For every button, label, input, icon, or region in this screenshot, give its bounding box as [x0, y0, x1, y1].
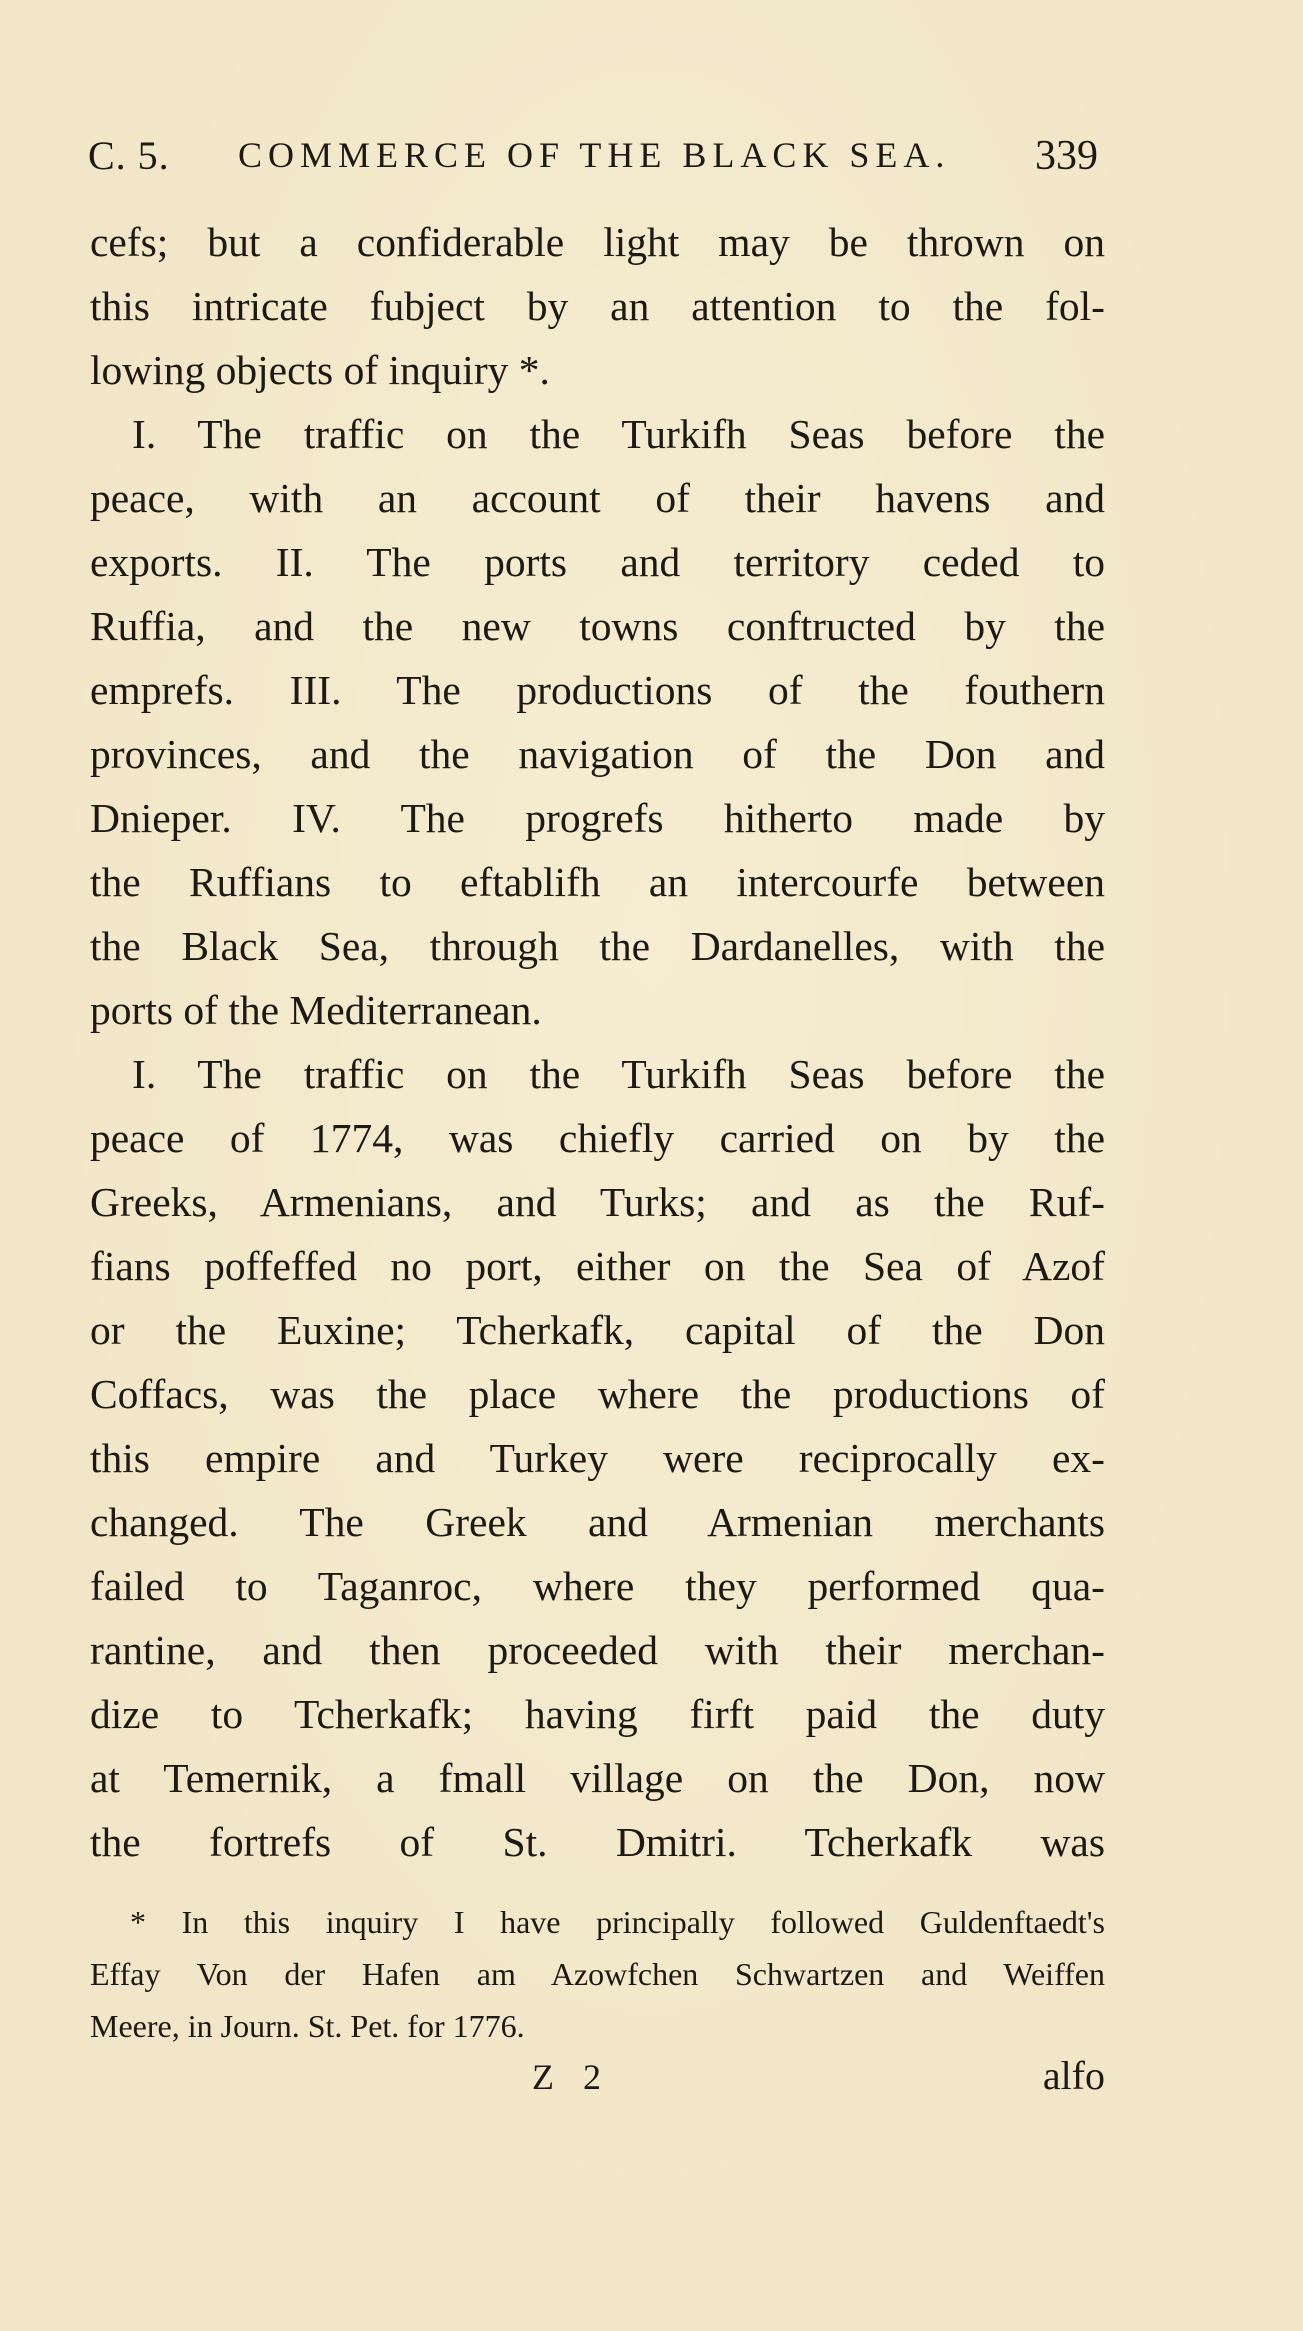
text-line: Coffacs, was the place where the productions of	[90, 1371, 1105, 1417]
text-line: or the Euxine; Tcherkafk, capital of the Don	[90, 1307, 1105, 1353]
text-line: dize to Tcherkafk; having firft paid the duty	[90, 1691, 1105, 1737]
text-line: emprefs. III. The productions of the fouthern	[90, 667, 1105, 713]
footnote	[90, 1896, 1105, 2052]
signature-mark: Z 2	[532, 2057, 611, 2097]
catchword: alfo	[1042, 2053, 1105, 2098]
text-line: exports. II. The ports and territory ceded to	[90, 539, 1105, 585]
footnote-line: * In this inquiry I have principally followed Guldenftaedt's	[130, 1904, 1105, 1940]
chapter-number: C. 5.	[88, 133, 170, 178]
text-line: provinces, and the navigation of the Don and	[90, 731, 1105, 777]
text-line: Greeks, Armenians, and Turks; and as the Ruf-	[90, 1179, 1105, 1225]
text-line: Ruffia, and the new towns conftructed by the	[90, 603, 1105, 649]
footnote-line: Effay Von der Hafen am Azowfchen Schwartzen and Weiffen	[90, 1956, 1105, 1992]
text-line: I. The traffic on the Turkifh Seas before the	[132, 1051, 1105, 1097]
text-line: this empire and Turkey were reciprocally ex-	[90, 1435, 1105, 1481]
text-line: changed. The Greek and Armenian merchants	[90, 1499, 1105, 1545]
text-line: this intricate fubject by an attention to the fol-	[90, 283, 1105, 329]
text-line: fians poffeffed no port, either on the Sea of Azof	[90, 1243, 1105, 1289]
text-line: failed to Taganroc, where they performed qua-	[90, 1563, 1105, 1609]
text-line: at Temernik, a fmall village on the Don, now	[90, 1755, 1105, 1801]
text-line: the Black Sea, through the Dardanelles, with the	[90, 923, 1105, 969]
text-line: I. The traffic on the Turkifh Seas before the	[132, 411, 1105, 457]
text-line: Dnieper. IV. The progrefs hitherto made by	[90, 795, 1105, 841]
text-line: peace of 1774, was chiefly carried on by the	[90, 1115, 1105, 1161]
text-line: the Ruffians to eftablifh an intercourfe between	[90, 859, 1105, 905]
body-text	[90, 210, 1105, 1874]
text-line: peace, with an account of their havens and	[90, 475, 1105, 521]
text-line: lowing objects of inquiry *.	[90, 347, 550, 393]
text-line: cefs; but a confiderable light may be thrown on	[90, 219, 1105, 265]
text-line: the fortrefs of St. Dmitri. Tcherkafk was	[90, 1819, 1105, 1865]
footnote-line: Meere, in Journ. St. Pet. for 1776.	[90, 2008, 525, 2044]
running-header	[88, 132, 1098, 192]
text-line: rantine, and then proceeded with their merchan-	[90, 1627, 1105, 1673]
text-line: ports of the Mediterranean.	[90, 987, 542, 1033]
running-title: COMMERCE OF THE BLACK SEA.	[238, 135, 951, 175]
page-number: 339	[1035, 133, 1098, 179]
